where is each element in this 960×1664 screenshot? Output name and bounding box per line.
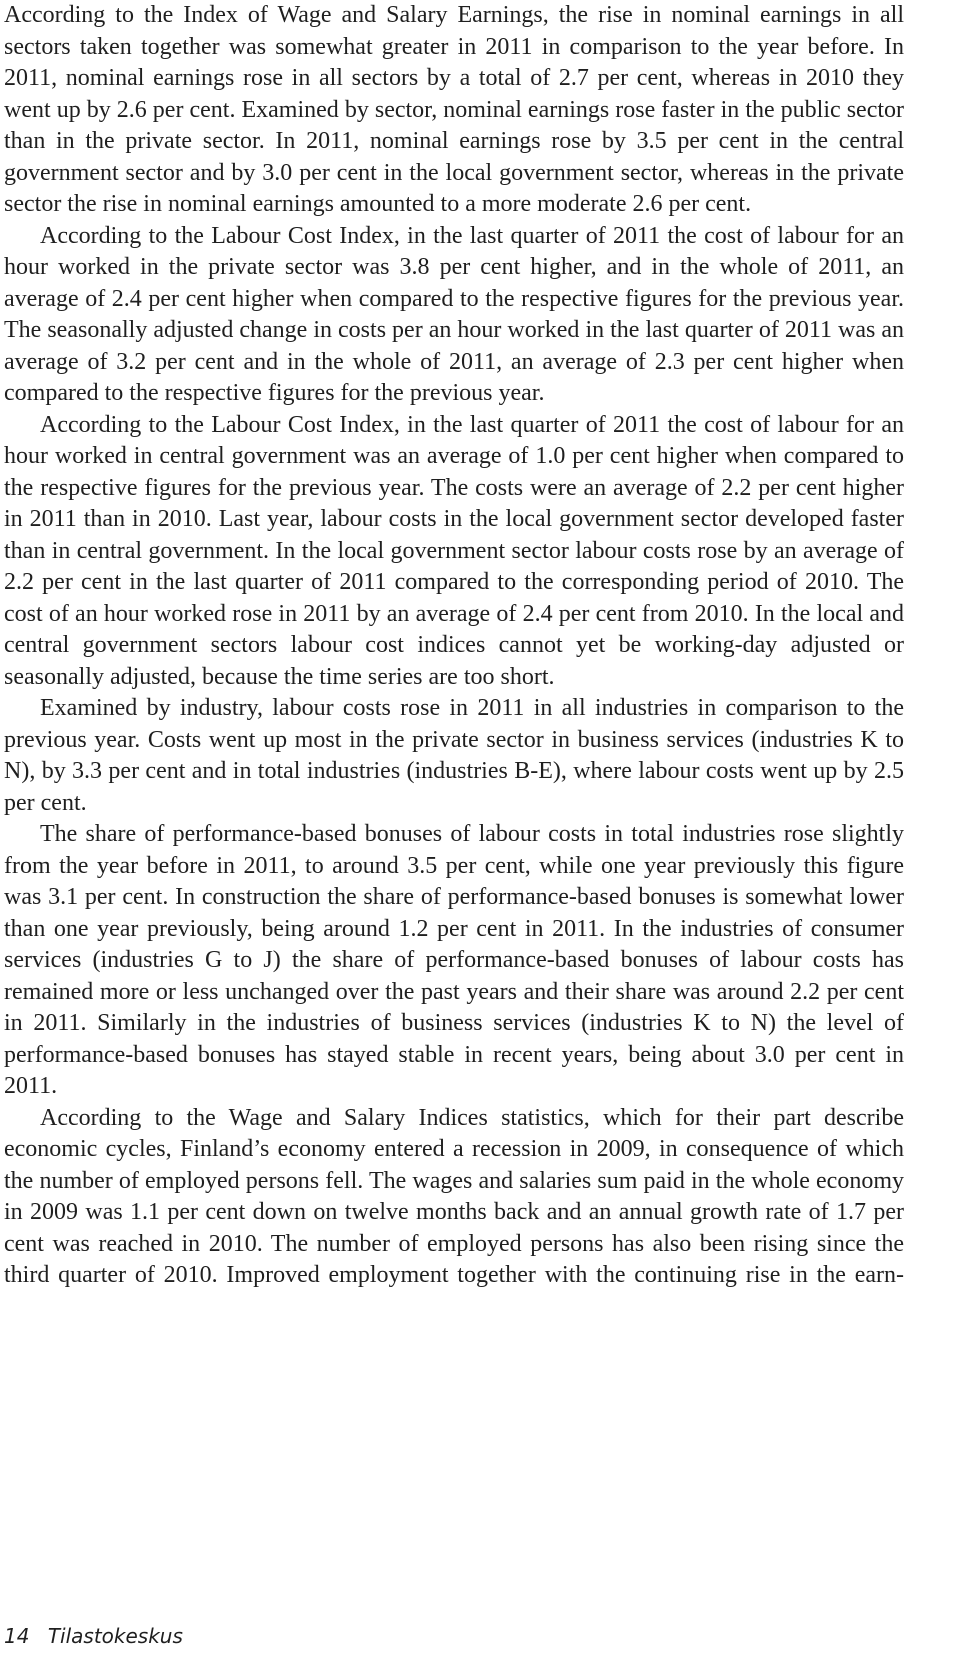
paragraph-wage-salary-indices: According to the Wage and Salary Indices statistics, which for their part describe economic cycles, Finland’s economy entered a recession in 2009, in consequence of which the number of employed persons fell. The wages and salaries sum paid in the whole economy in 2009 was 1.1 per cent down on twelve months back and an annual growth rate of 1.7 per cent was reached in 2010. The number of employed persons has also been rising since the third quarter of 2010. Improved employment together with the continuing rise in the earn- xyxy=(4,1104,904,1288)
body-text xyxy=(4,0,904,1292)
paragraph-nominal-earnings: According to the Index of Wage and Salary Earnings, the rise in nominal earnings in all sectors taken together was somewhat greater in 2011 in comparison to the year before. In 2011, nominal earnings rose in all sectors by a total of 2.7 per cent, whereas in 2010 they went up by 2.6 per cent. Examined by sector, nominal earnings rose faster in the public sector than in the private sector. In 2011, nominal earnings rose by 3.5 per cent in the central government sector and by 3.0 per cent in the local government sector, whereas in the private sector the rise in nominal earnings amounted to a more moderate 2.6 per cent. xyxy=(4,2,904,217)
paragraph-labour-cost-government: According to the Labour Cost Index, in the last quarter of 2011 the cost of labour for an hour worked in central government was an average of 1.0 per cent higher when compared to the respective figures for the previous year. The costs were an average of 2.2 per cent higher in 2011 than in 2010. Last year, labour costs in the local government sector developed faster than in central government. In the local government sector labour costs rose by an average of 2.2 per cent in the last quarter of 2011 compared to the corresponding period of 2010. The cost of an hour worked rose in 2011 by an average of 2.4 per cent from 2010. In the local and central government sectors labour cost indices cannot yet be working-day adjusted or seasonally adjusted, because the time series are too short. xyxy=(4,411,904,690)
paragraph-performance-bonuses: The share of performance-based bonuses of labour costs in total industries rose slightly from the year before in 2011, to around 3.5 per cent, while one year previously this figure was 3.1 per cent. In construction the share of performance-based bonuses is somewhat lower than one year previously, being around 1.2 per cent in 2011. In the industries of consumer services (industries G to J) the share of performance-based bonuses of labour costs has remained more or less unchanged over the past years and their share was around 2.2 per cent in 2011. Similarly in the industries of business services (industries K to N) the level of performance-based bonuses has stayed stable in recent years, being about 3.0 per cent in 2011. xyxy=(4,821,904,1099)
page-number: 14 xyxy=(4,1624,30,1648)
publisher-name: Tilastokeskus xyxy=(47,1624,183,1648)
paragraph-by-industry: Examined by industry, labour costs rose in 2011 in all industries in comparison to the previous year. Costs went up most in the private sector in business services (industries K to N), by 3.3 per cent and in total industries (industries B-E), where labour costs went up by 2.5 per cent. xyxy=(4,695,904,816)
paragraph-labour-cost-private: According to the Labour Cost Index, in the last quarter of 2011 the cost of labour for an hour worked in the private sector was 3.8 per cent higher, and in the whole of 2011, an average of 2.4 per cent higher when compared to the respective figures for the previous year. The seasonally adjusted change in costs per an hour worked in the last quarter of 2011 was an average of 3.2 per cent and in the whole of 2011, an average of 2.3 per cent higher when compared to the respective figures for the previous year. xyxy=(4,222,904,406)
page-footer xyxy=(4,1624,183,1648)
